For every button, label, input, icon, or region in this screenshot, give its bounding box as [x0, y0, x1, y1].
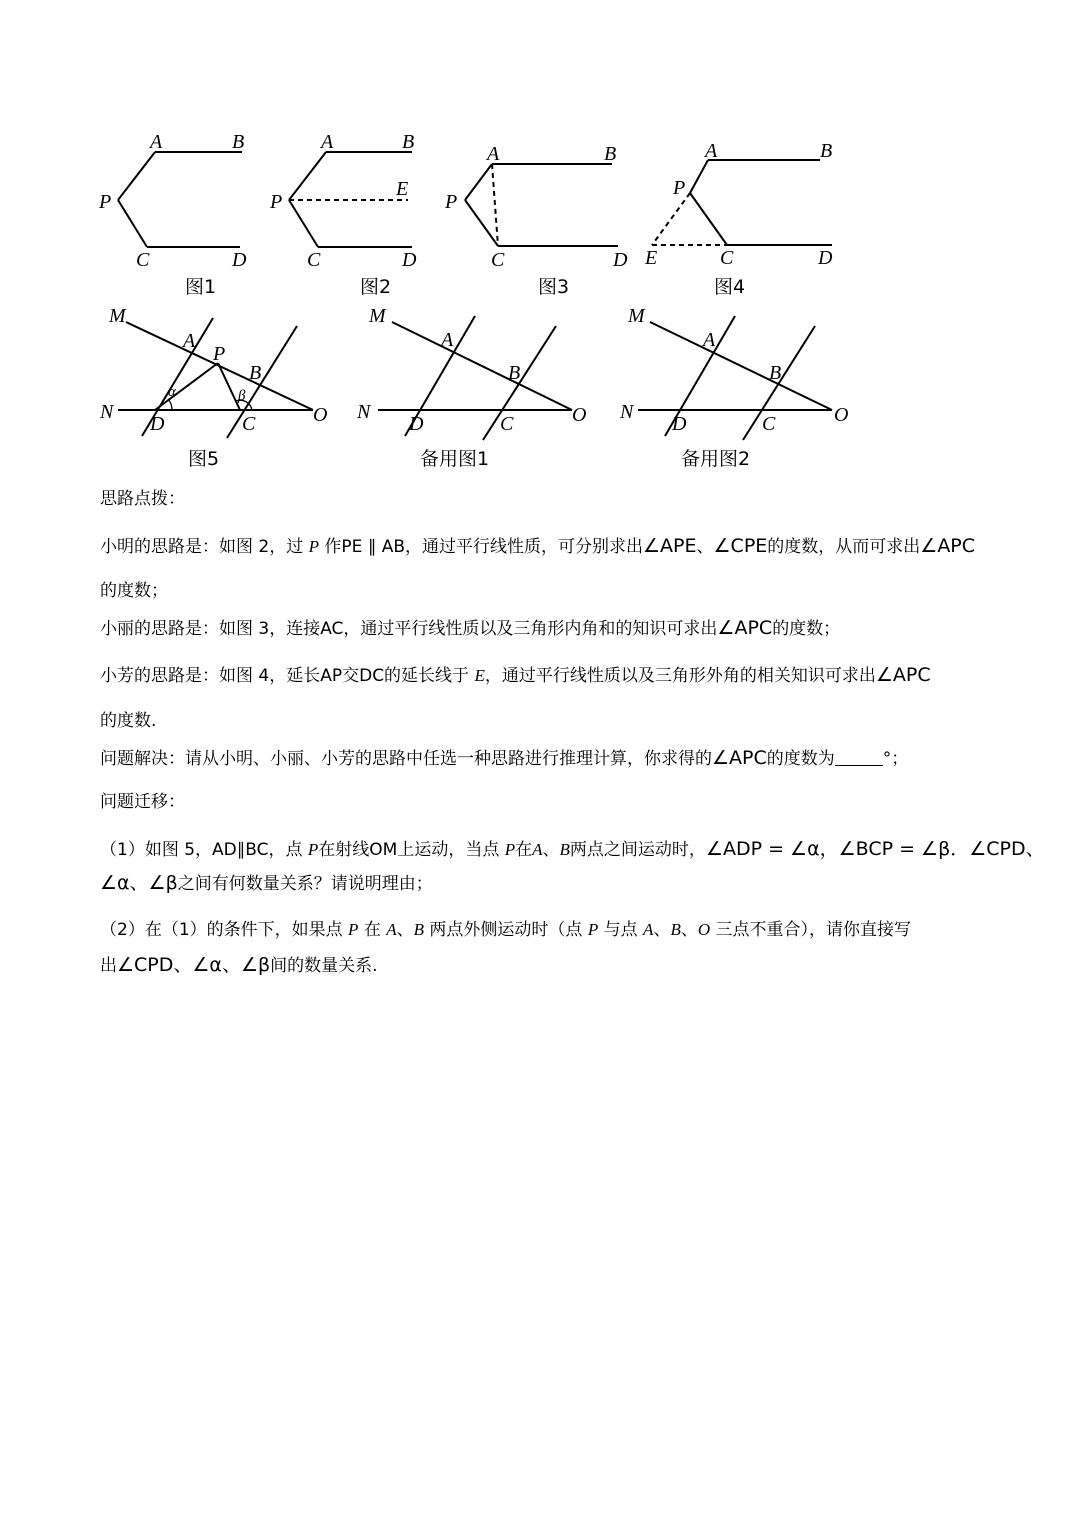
xiaoli-line: 小丽的思路是：如图 3，连接AC，通过平行线性质以及三角形内角和的知识可求出∠APC的度数； [100, 617, 841, 639]
fig1-label-P: P [99, 191, 112, 213]
spare1-label-B: B [508, 362, 521, 384]
fig5-label-P: P [213, 343, 226, 365]
fig5-label-O: O [313, 404, 328, 426]
fig4-label-C: C [720, 247, 734, 269]
spare-figure-1 [378, 316, 572, 440]
problem-solving-line: 问题解决：请从小明、小丽、小芳的思路中任选一种思路进行推理计算，你求得的∠APC的度数为 °； [100, 747, 909, 769]
fig1-label-C: C [136, 249, 150, 271]
fig5-label-alpha: α [168, 384, 176, 400]
fig4-label-B: B [820, 140, 833, 162]
figure-3 [465, 164, 618, 246]
fig1-label-B: B [232, 131, 245, 153]
fig2-label-B: B [402, 131, 415, 153]
fig5-label-M: M [109, 305, 126, 327]
figure-1 [118, 152, 242, 247]
fig2-label-A: A [321, 131, 334, 153]
fig3-label-B: B [604, 143, 617, 165]
fig5-label-B: B [249, 362, 262, 384]
xiaoming-line-2: 的度数； [100, 581, 168, 601]
fig4-label-P: P [673, 177, 686, 199]
fig4-label-E: E [645, 247, 658, 269]
fig5-caption: 图5 [188, 448, 220, 470]
spare1-label-O: O [572, 404, 587, 426]
fig1-label-A: A [150, 131, 163, 153]
spare2-label-C: C [762, 413, 776, 435]
spare1-label-D: D [409, 413, 424, 435]
spare1-label-C: C [500, 413, 514, 435]
xiaofang-line-1: 小芳的思路是：如图 4，延长AP交DC的延长线于 E，通过平行线性质以及三角形外角的相关知识可求出∠APC [100, 664, 931, 686]
spare-figure-2 [638, 316, 832, 440]
fig4-label-A: A [705, 140, 718, 162]
figure-4 [652, 160, 832, 245]
spare2-label-A: A [703, 329, 716, 351]
fig5-label-beta: β [238, 388, 246, 404]
spare2-caption: 备用图2 [681, 448, 751, 470]
fig1-label-D: D [232, 249, 247, 271]
fig2-caption: 图2 [360, 276, 392, 298]
geometry-figures [0, 0, 1080, 480]
fig4-label-D: D [818, 247, 833, 269]
fig2-label-D: D [402, 249, 417, 271]
spare2-label-D: D [672, 413, 687, 435]
fig3-label-C: C [491, 249, 505, 271]
fig5-label-C: C [242, 413, 256, 435]
xiaoming-line-1: 小明的思路是：如图 2，过 P 作PE ∥ AB，通过平行线性质，可分别求出∠APE、∠CPE的度数，从而可求出∠APC [100, 535, 976, 557]
transfer-title: 问题迁移： [100, 792, 185, 812]
fig4-caption: 图4 [714, 276, 746, 298]
hint-title: 思路点拨： [100, 489, 185, 509]
figure-2 [289, 152, 412, 247]
spare1-label-N: N [357, 401, 371, 423]
fig2-label-C: C [307, 249, 321, 271]
spare2-label-N: N [620, 401, 634, 423]
spare1-label-A: A [441, 329, 454, 351]
fig3-label-P: P [445, 191, 458, 213]
spare2-label-B: B [769, 362, 782, 384]
spare2-label-O: O [834, 404, 849, 426]
xiaofang-line-2: 的度数. [100, 711, 157, 731]
fig2-label-E: E [396, 178, 409, 200]
question-1-line-1: （1）如图 5，AD∥BC，点 P在射线OM上运动，当点 P在A、B两点之间运动时，∠ADP = ∠α，∠BCP = ∠β．∠CPD、 [100, 838, 1045, 860]
fig5-label-D: D [150, 413, 165, 435]
fig3-label-D: D [613, 249, 628, 271]
question-1-line-2: ∠α、∠β之间有何数量关系？请说明理由； [100, 872, 433, 894]
figure-5 [118, 318, 313, 438]
fig2-label-P: P [270, 191, 283, 213]
fig3-caption: 图3 [538, 276, 570, 298]
question-2-line-1: （2）在（1）的条件下，如果点 P 在 A、B 两点外侧运动时（点 P 与点 A、B、O 三点不重合），请你直接写 [100, 920, 912, 940]
spare2-label-M: M [628, 305, 645, 327]
fig3-label-A: A [487, 143, 500, 165]
spare1-caption: 备用图1 [420, 448, 490, 470]
spare1-label-M: M [369, 305, 386, 327]
fig5-label-N: N [100, 401, 114, 423]
question-2-line-2: 出∠CPD、∠α、∠β间的数量关系. [100, 954, 378, 976]
fig1-caption: 图1 [185, 276, 217, 298]
answer-blank[interactable] [835, 747, 883, 766]
fig5-label-A: A [183, 330, 196, 352]
